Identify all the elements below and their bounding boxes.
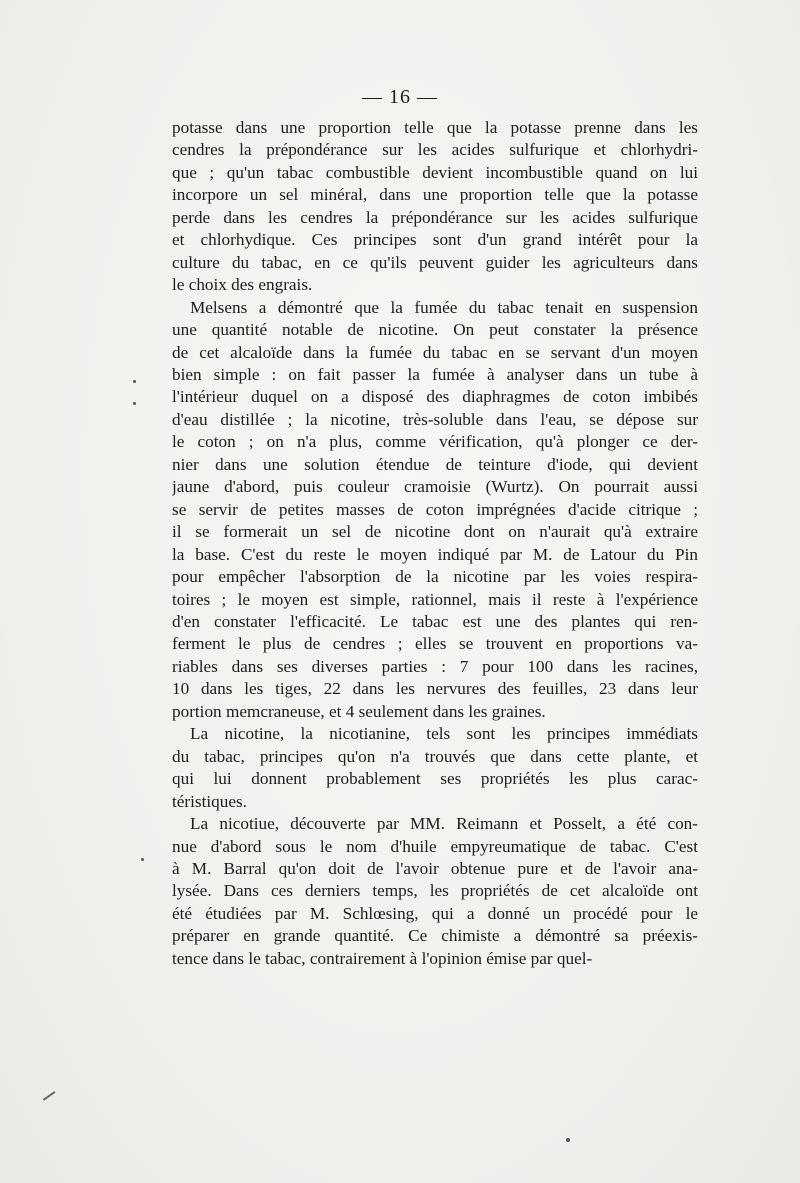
text-line: téristiques. — [172, 791, 247, 811]
text-line: La nicotine, la nicotianine, tels sont les principes immédiats — [190, 724, 698, 744]
margin-speck — [133, 402, 136, 405]
paragraph — [172, 297, 698, 724]
text-line: riables dans ses diverses parties : 7 pour 100 dans les racines, — [172, 656, 698, 676]
text-line: tence dans le tabac, contrairement à l'opinion émise par quel- — [172, 948, 593, 968]
margin-speck — [566, 1138, 570, 1142]
text-line: été étudiées par M. Schlœsing, qui a donné un procédé pour le — [172, 903, 698, 923]
text-line: toires ; le moyen est simple, rationnel, mais il reste à l'expérience — [172, 589, 698, 609]
text-line: ferment le plus de cendres ; elles se trouvent en proportions va- — [172, 634, 698, 654]
text-line: jaune d'abord, puis couleur cramoisie (Wurtz). On pourrait aussi — [172, 477, 698, 497]
margin-stroke — [43, 1091, 55, 1100]
text-line: du tabac, principes qu'on n'a trouvés que dans cette plante, et — [172, 746, 698, 766]
text-line: le choix des engrais. — [172, 275, 313, 295]
text-line: La nicotiue, découverte par MM. Reimann et Posselt, a été con- — [190, 814, 698, 834]
text-line: pour empêcher l'absorption de la nicotine par les voies respira- — [172, 567, 698, 587]
body-text — [172, 117, 698, 970]
text-line: l'intérieur duquel on a disposé des diaphragmes de coton imbibés — [172, 387, 698, 407]
paragraph — [172, 813, 698, 970]
text-line: nue d'abord sous le nom d'huile empyreumatique de tabac. C'est — [172, 836, 698, 856]
text-line: de cet alcaloïde dans la fumée du tabac en se servant d'un moyen — [172, 342, 698, 362]
paragraph — [172, 117, 698, 297]
text-line: cendres la prépondérance sur les acides sulfurique et chlorhydri- — [172, 140, 698, 160]
text-line: la base. C'est du reste le moyen indiqué par M. de Latour du Pin — [172, 544, 698, 564]
text-line: potasse dans une proportion telle que la potasse prenne dans les — [172, 118, 698, 137]
text-line: et chlorhydique. Ces principes sont d'un grand intérêt pour la — [172, 230, 698, 250]
text-line: culture du tabac, en ce qu'ils peuvent guider les agriculteurs dans — [172, 252, 698, 272]
text-line: d'eau distillée ; la nicotine, très-soluble dans l'eau, se dépose sur — [172, 409, 698, 429]
margin-speck — [133, 380, 136, 383]
text-line: lysée. Dans ces derniers temps, les propriétés de cet alcaloïde ont — [172, 881, 698, 901]
text-line: 10 dans les tiges, 22 dans les nervures des feuilles, 23 dans leur — [172, 679, 698, 699]
text-line: Melsens a démontré que la fumée du tabac tenait en suspension — [190, 297, 698, 317]
text-line: bien simple : on fait passer la fumée à analyser dans un tube à — [172, 364, 698, 384]
text-line: à M. Barral qu'on doit de l'avoir obtenue pure et de l'avoir ana- — [172, 858, 698, 878]
text-line: il se formerait un sel de nicotine dont on n'aurait qu'à extraire — [172, 522, 698, 542]
text-line: d'en constater l'efficacité. Le tabac est une des plantes qui ren- — [172, 611, 698, 631]
paragraph — [172, 723, 698, 813]
text-line: nier dans une solution étendue de teinture d'iode, qui devient — [172, 454, 698, 474]
text-line: préparer en grande quantité. Ce chimiste a démontré sa préexis- — [172, 926, 698, 946]
text-line: se servir de petites masses de coton imprégnées d'acide citrique ; — [172, 499, 698, 519]
text-line: le coton ; on n'a plus, comme vérification, qu'à plonger ce der- — [172, 432, 698, 452]
margin-speck — [141, 858, 144, 861]
text-line: que ; qu'un tabac combustible devient incombustible quand on lui — [172, 162, 698, 182]
page-number: — 16 — — [362, 86, 438, 108]
text-line: qui lui donnent probablement ses propriétés les plus carac- — [172, 769, 698, 789]
text-line: une quantité notable de nicotine. On peut constater la présence — [172, 320, 698, 340]
text-line: incorpore un sel minéral, dans une proportion telle que la potasse — [172, 185, 698, 205]
text-line: perde dans les cendres la prépondérance sur les acides sulfurique — [172, 207, 698, 227]
text-line: portion memcraneuse, et 4 seulement dans les graines. — [172, 701, 546, 721]
